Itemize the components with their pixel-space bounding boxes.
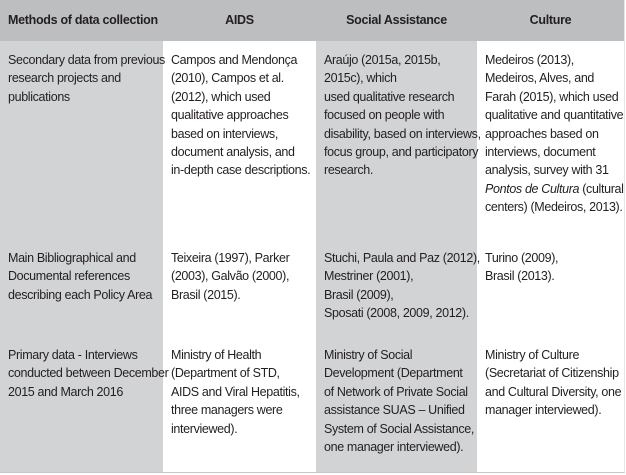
- cell-culture: Medeiros (2013), Medeiros, Alves, and Farah (2015), which used qualitative and quantitative approaches based on interviews, document analysis, survey with 31 Pontos de Cultura (cultural centers) (Medeiros, 2013).: [485, 53, 624, 215]
- table-row-bibliographical-references: [0, 249, 624, 323]
- cell-culture: Turino (2009), Brasil (2013).: [485, 251, 559, 284]
- header-social-assistance: Social Assistance: [346, 13, 447, 27]
- cell-culture: Ministry of Culture (Secretariat of Citizenship and Cultural Diversity, one manager interviewed).: [485, 348, 622, 418]
- header-methods: Methods of data collection: [8, 13, 158, 27]
- cell-social-assistance: Ministry of Social Development (Department of Network of Private Social assistance SUAS – Unified System of Social Assistance, one manager interviewed).: [324, 348, 474, 455]
- cell-method: Main Bibliographical and Documental references describing each Policy Area: [8, 251, 153, 302]
- cell-aids: Teixeira (1997), Parker (2003), Galvão (2000), Brasil (2015).: [171, 251, 290, 302]
- cell-aids: Ministry of Health (Department of STD, AIDS and Viral Hepatitis, three managers were interviewed).: [171, 348, 300, 436]
- italic-term: Pontos de Cultura: [485, 181, 580, 196]
- cell-method: Secondary data from previous research projects and publications: [8, 53, 165, 104]
- cell-method: Primary data - Interviews conducted between December 2015 and March 2016: [8, 348, 169, 399]
- cell-social-assistance: Araújo (2015a, 2015b, 2015c), which used qualitative research focused on people with disability, based on interviews, focus group, and participatory research.: [324, 53, 481, 178]
- cell-social-assistance: Stuchi, Paula and Paz (2012), Mestriner (2001), Brasil (2009), Sposati (2008, 2009, 2012).: [324, 251, 480, 321]
- table-row-secondary-data: [0, 51, 624, 217]
- cell-aids: Campos and Mendonça (2010), Campos et al. (2012), which used qualitative approaches based on interviews, document analysis, and in-depth case descriptions.: [171, 53, 311, 178]
- table-row-primary-data: [0, 346, 624, 456]
- table-header: [0, 0, 624, 41]
- header-aids: AIDS: [225, 13, 254, 27]
- header-culture: Culture: [529, 13, 572, 27]
